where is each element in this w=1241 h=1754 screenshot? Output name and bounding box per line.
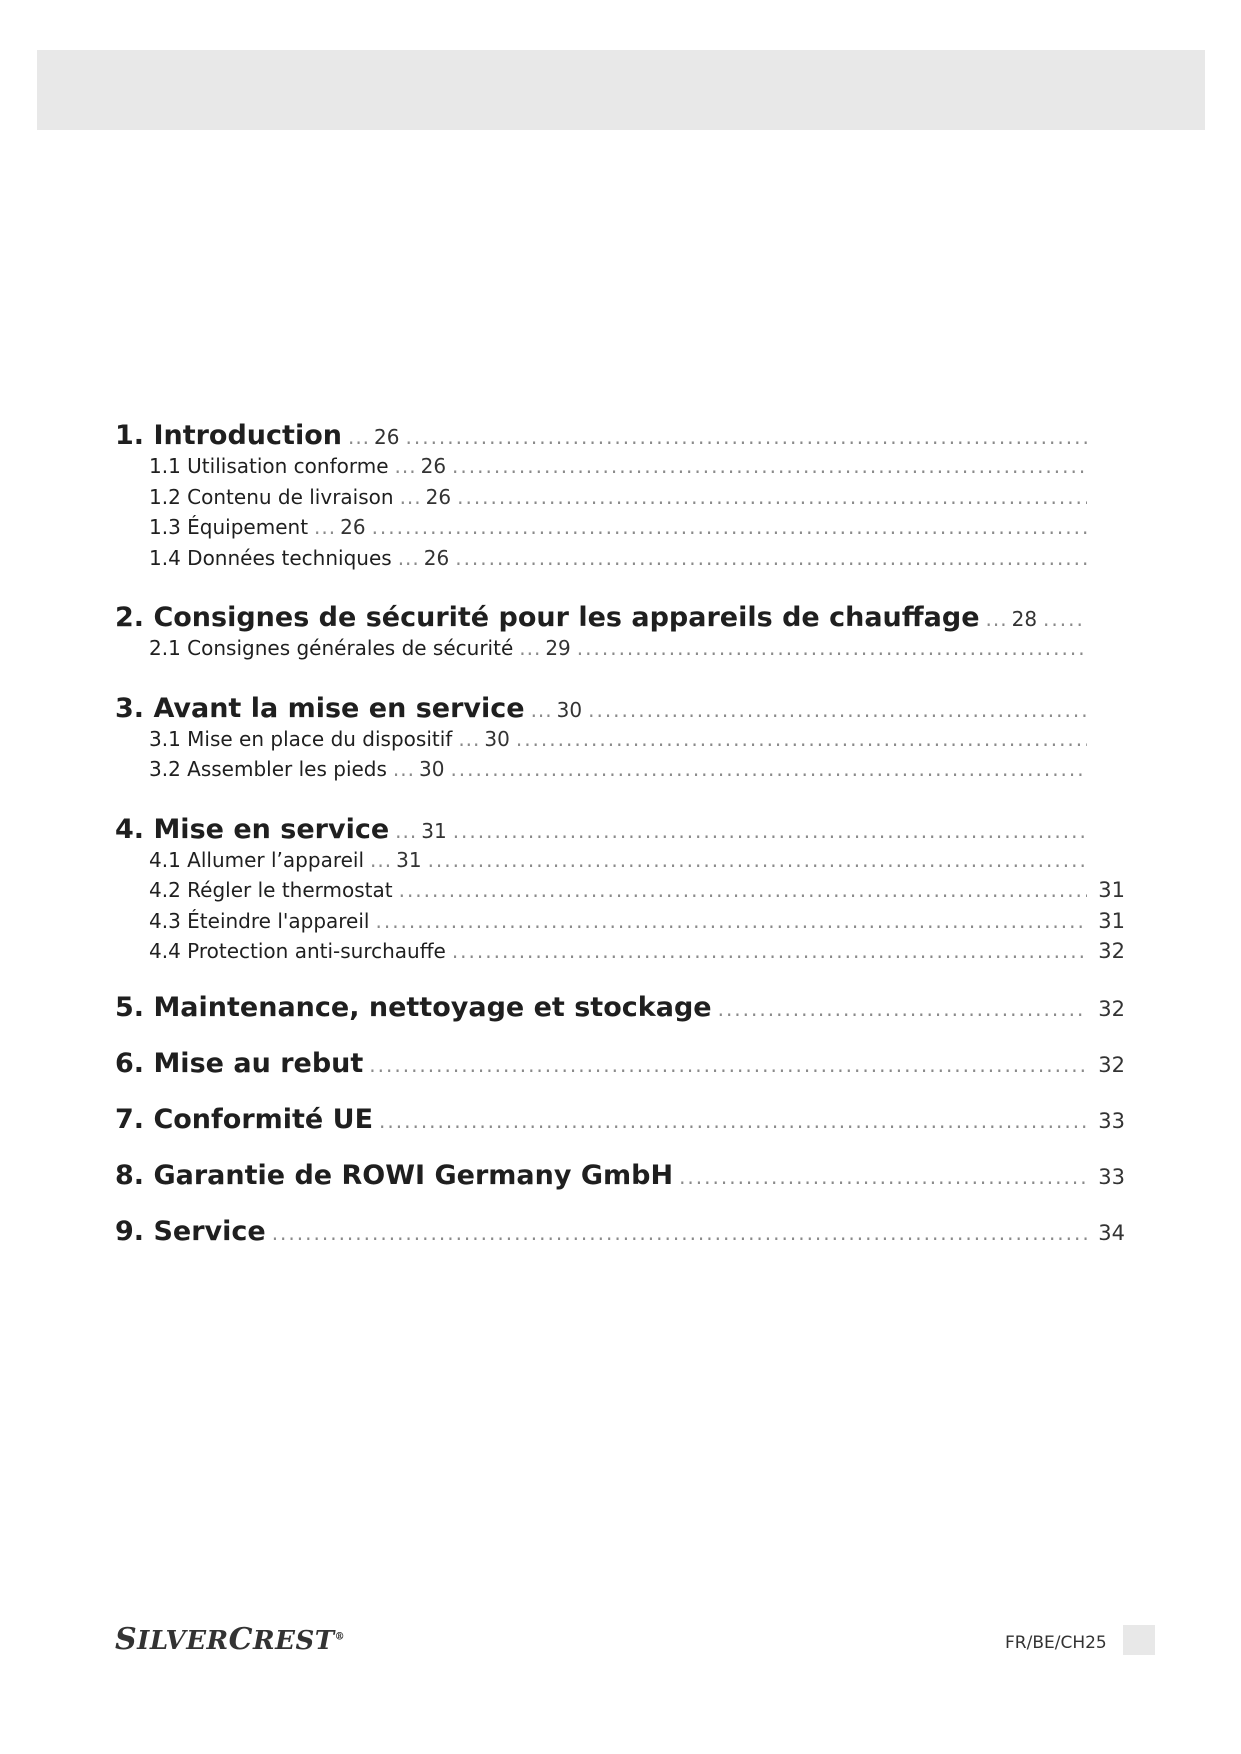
toc-section[interactable] [115,485,1125,516]
toc-page-number: 30 [484,726,510,751]
page-number-box [1123,1625,1155,1655]
table-of-contents [115,420,1125,1250]
toc-section[interactable] [115,727,1125,758]
toc-section[interactable] [115,878,1125,909]
toc-label: 3.1 Mise en place du dispositif [149,726,453,751]
toc-page-number: 26 [340,515,366,539]
toc-section[interactable] [115,636,1125,667]
toc-chapter[interactable] [115,1104,1125,1138]
toc-section[interactable] [115,909,1125,940]
toc-label: 1.4 Données techniques [149,545,392,570]
toc-page-number: 34 [1098,1220,1125,1245]
toc-label: 1.3 Équipement [149,515,309,539]
toc-leader-dots [577,636,1087,660]
toc-leader-dots: ... [458,726,481,751]
toc-chapter[interactable] [115,693,1125,727]
toc-leader-dots: ... [985,607,1008,631]
toc-leader-dots [718,997,1087,1021]
toc-leader-dots [452,939,1087,963]
toc-chapter[interactable] [115,602,1125,636]
toc-leader-dots [516,727,1087,751]
toc-leader-dots [455,546,1087,570]
toc-label: 3.2 Assembler les pieds [149,757,387,781]
toc-page-number: 31 [421,818,447,843]
brand-logo: SILVERCREST® [115,1622,346,1657]
toc-page-number: 26 [425,484,452,509]
toc-page-number: 32 [1098,939,1125,963]
toc-leader-dots: ... [392,757,415,781]
toc-label: 4.1 Allumer l’appareil [149,847,365,872]
toc-chapter[interactable] [115,1216,1125,1250]
toc-page-number: 30 [419,757,445,781]
toc-section[interactable] [115,757,1125,788]
toc-section[interactable] [115,546,1125,577]
toc-page-number: 32 [1098,996,1125,1021]
toc-section[interactable] [115,848,1125,879]
toc-label: 1. Introduction [115,420,342,451]
page-code: FR/BE/CH25 [1005,1633,1107,1653]
toc-leader-dots: ... [314,515,337,539]
toc-chapter[interactable] [115,420,1125,454]
toc-label: 8. Garantie de ROWI Germany GmbH [115,1159,674,1191]
toc-leader-dots [272,1221,1087,1245]
toc-label: 5. Maintenance, nettoyage et stockage [115,991,712,1023]
toc-leader-dots: ... [519,636,542,660]
toc-label: 2.1 Consignes générales de sécurité [149,636,514,660]
toc-leader-dots: ... [347,425,371,449]
toc-label: 4.3 Éteindre l'appareil [149,908,370,933]
toc-leader-dots [1043,607,1087,631]
toc-leader-dots [375,909,1087,933]
toc-page-number: 31 [396,847,422,872]
toc-page-number: 32 [1098,1052,1125,1077]
toc-leader-dots [379,1109,1087,1133]
toc-leader-dots [369,1053,1087,1077]
toc-page-number: 33 [1098,1108,1125,1133]
toc-label: 9. Service [115,1215,266,1247]
toc-page-number: 31 [1098,908,1125,933]
toc-page-number: 31 [1098,878,1125,902]
toc-section[interactable] [115,939,1125,970]
toc-leader-dots [428,848,1087,872]
toc-leader-dots: ... [399,484,422,509]
header-band [37,50,1205,130]
toc-page-number: 26 [423,545,450,570]
toc-label: 3. Avant la mise en service [115,692,525,724]
toc-page-number: 26 [420,454,447,478]
toc-section[interactable] [115,515,1125,546]
toc-leader-dots [679,1165,1087,1189]
toc-leader-dots: ... [397,545,420,570]
toc-leader-dots [588,698,1087,722]
toc-leader-dots: ... [370,847,393,872]
toc-page-number: 30 [556,697,583,722]
toc-page-number: 33 [1098,1164,1125,1189]
toc-label: 4.4 Protection anti-surchauffe [149,939,446,963]
toc-label: 1.1 Utilisation conforme [149,454,389,478]
toc-leader-dots [450,757,1087,781]
toc-page-number: 28 [1011,607,1038,631]
toc-leader-dots [453,819,1087,843]
toc-leader-dots [399,878,1087,902]
toc-label: 2. Consignes de sécurité pour les appareils de chauffage [115,602,980,633]
toc-label: 4. Mise en service [115,813,390,845]
toc-label: 7. Conformité UE [115,1103,374,1135]
toc-label: 6. Mise au rebut [115,1047,364,1079]
toc-chapter[interactable] [115,1048,1125,1082]
toc-leader-dots [406,425,1088,449]
toc-chapter[interactable] [115,814,1125,848]
toc-label: 1.2 Contenu de livraison [149,484,394,509]
toc-leader-dots [452,454,1087,478]
toc-page-number: 26 [374,425,400,449]
toc-leader-dots: ... [395,818,418,843]
toc-leader-dots [457,485,1087,509]
toc-page-number: 29 [545,636,571,660]
toc-chapter[interactable] [115,992,1125,1026]
toc-section[interactable] [115,454,1125,485]
toc-leader-dots [372,515,1087,539]
toc-leader-dots: ... [530,697,553,722]
toc-leader-dots: ... [394,454,417,478]
toc-chapter[interactable] [115,1160,1125,1194]
toc-label: 4.2 Régler le thermostat [149,878,393,902]
